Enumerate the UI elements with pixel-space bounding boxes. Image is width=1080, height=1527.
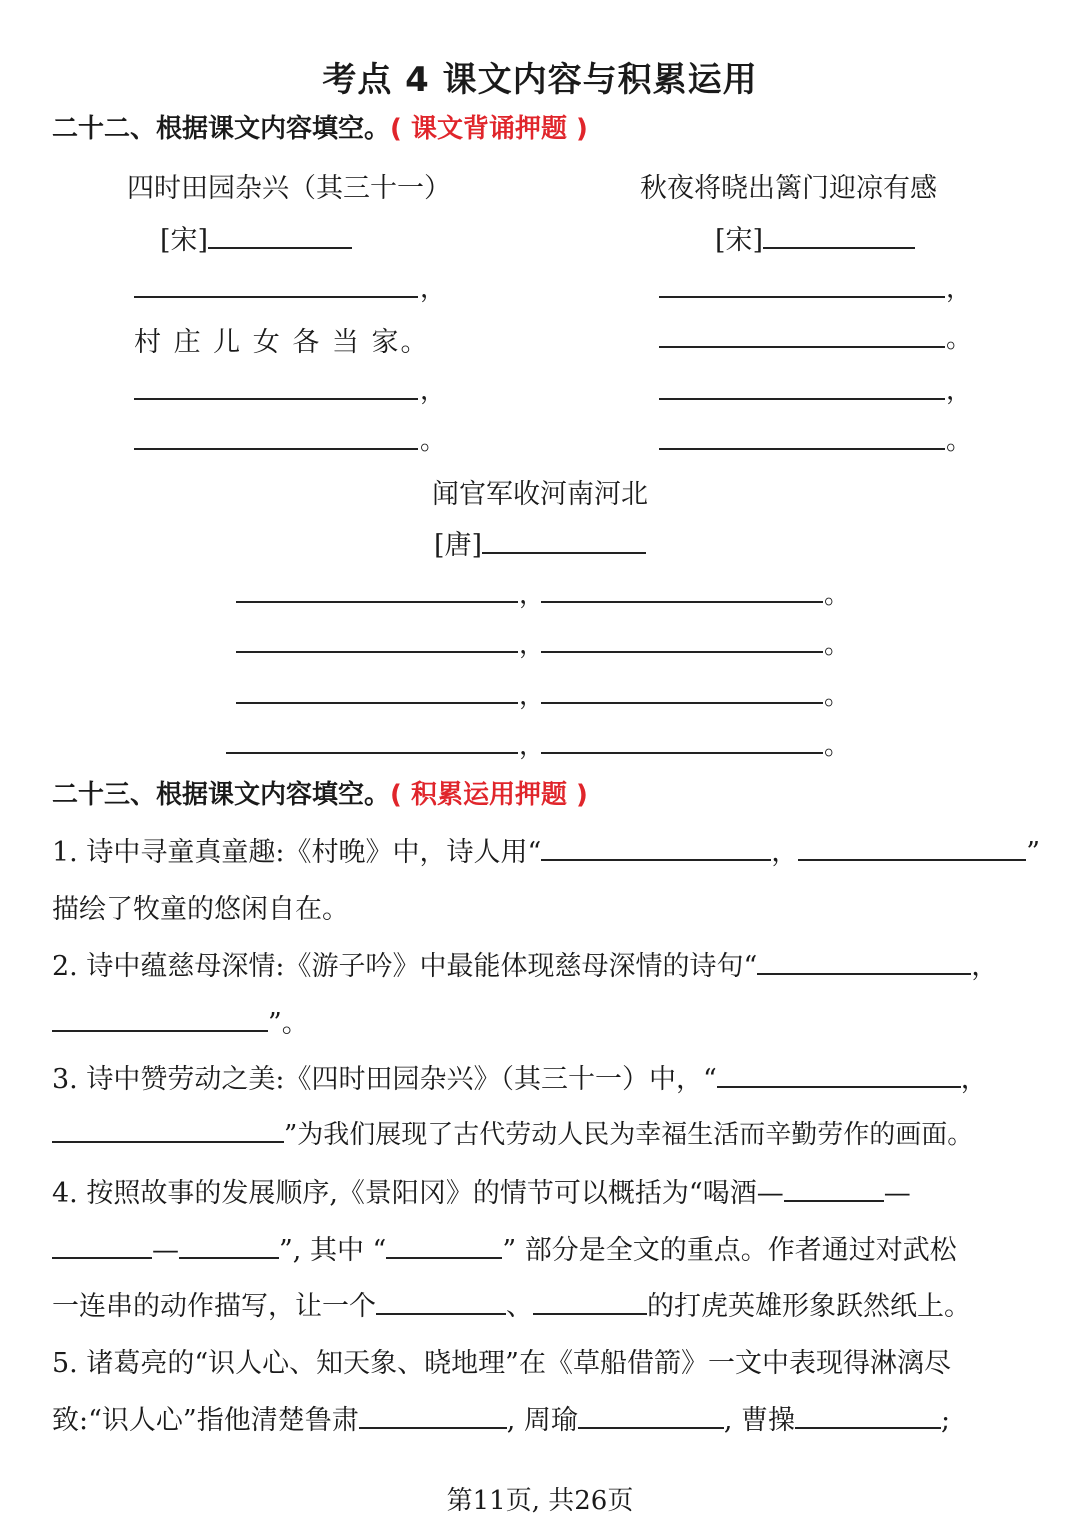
q3-line1 [52,1057,988,1096]
poem1-line3-blank[interactable] [134,398,418,400]
q5-blank-2[interactable] [578,1403,724,1429]
poem2-dynasty-label: [宋] [715,225,764,256]
q3-text-c: ”为我们展现了古代劳动人民为幸福生活而辛勤劳作的画面。 [284,1120,974,1150]
q2-blank-1[interactable] [757,949,971,975]
q5-blank-3[interactable] [795,1403,941,1429]
q5-text-e: ; [941,1405,951,1436]
poem3-row4-comma: ， [519,731,546,761]
q5-text-b: 致:“识人心”指他清楚鲁肃 [52,1405,359,1436]
poem2-line3-blank[interactable] [659,398,945,400]
poem1-dynasty [160,218,352,257]
q2-line1 [52,944,998,983]
poem1-line1-punct: ， [420,274,447,304]
q3-blank-1[interactable] [717,1062,961,1088]
poem2-line4-blank[interactable] [659,448,945,450]
q5-text-d: , 曹操 [723,1405,796,1436]
poem3-title: 闻官军收河南河北 [432,479,648,510]
q5-line2 [52,1398,950,1437]
poem3-row2-left-blank[interactable] [236,651,518,653]
poem3-dynasty-label: [唐] [434,530,483,561]
poem3-row2-comma: ， [519,630,546,660]
q1-line2: 描绘了牧童的悠闲自在。 [52,894,349,925]
poem1-given-line: 村 庄 儿 女 各 当 家。 [134,327,430,358]
q4-text-g: 、 [506,1291,533,1322]
poem2-line2-punct: 。 [946,324,973,354]
q4-blank-2[interactable] [52,1233,152,1259]
poem3-row4-left-blank[interactable] [226,752,518,754]
poem1-line1-blank[interactable] [134,296,418,298]
q2-blank-2[interactable] [52,1006,268,1032]
q4-blank-5[interactable] [376,1289,506,1315]
q4-text-a: 4. 按照故事的发展顺序,《景阳冈》的情节可以概括为“喝酒— [52,1178,784,1209]
poem2-author-blank[interactable] [763,221,915,249]
q4-text-c: — [152,1235,179,1266]
q1-text-a: 1. 诗中寻童真童趣:《村晚》中，诗人用“ [52,837,542,868]
poem2-line2-blank[interactable] [659,346,945,348]
q4-text-f: 一连串的动作描写，让一个 [52,1291,376,1322]
section-23-heading [52,774,588,811]
q1-text-c: ” [1026,837,1041,868]
q3-text-a: 3. 诗中赞劳动之美:《四时田园杂兴》（其三十一）中，“ [52,1064,717,1095]
poem3-row3-left-blank[interactable] [236,702,518,704]
poem3-row1-right-blank[interactable] [541,601,823,603]
poem1-title: 四时田园杂兴（其三十一） [127,173,451,204]
section-22-label: 二十二、根据课文内容填空。 [52,114,391,144]
section-22-heading [52,108,588,145]
poem2-line1-punct: ， [946,274,973,304]
q5-line1: 5. 诸葛亮的“识人心、知天象、晓地理”在《草船借箭》一文中表现得淋漓尽 [52,1348,951,1379]
poem3-row2-period: 。 [824,630,851,660]
q4-line1 [52,1171,911,1210]
poem2-line1-blank[interactable] [659,296,945,298]
poem3-row1-left-blank[interactable] [236,601,518,603]
poem1-line3-punct: ， [420,376,447,406]
poem1-author-blank[interactable] [208,221,352,249]
poem3-row4-right-blank[interactable] [541,752,823,754]
q5-text-c: , 周瑜 [506,1405,578,1436]
section-23-label: 二十三、根据课文内容填空。 [52,780,391,810]
q1-blank-1[interactable] [541,835,771,861]
poem3-row1-period: 。 [824,580,851,610]
q4-blank-6[interactable] [533,1289,647,1315]
poem3-row4-period: 。 [824,731,851,761]
q4-text-b: — [883,1178,911,1209]
section-22-tag: ( 课文背诵押题 ) [390,114,588,144]
section-23-tag: ( 积累运用押题 ) [390,780,588,810]
q1-blank-2[interactable] [798,835,1026,861]
poem3-row2-right-blank[interactable] [541,651,823,653]
q2-text-c: ”。 [268,1008,309,1039]
poem3-author-blank[interactable] [482,526,646,554]
q2-text-b: ， [971,951,999,982]
poem3-row1-comma: ， [519,580,546,610]
poem3-row3-right-blank[interactable] [541,702,823,704]
poem2-dynasty [715,218,915,257]
q1-line1 [52,830,1040,869]
page-title: 考点 4 课文内容与积累运用 [322,60,758,100]
q4-text-e: ” 部分是全文的重点。作者通过对武松 [502,1235,957,1266]
poem3-row3-period: 。 [824,681,851,711]
q2-line2 [52,1001,309,1040]
q4-blank-1[interactable] [784,1176,884,1202]
q4-line3 [52,1284,971,1323]
q4-text-d: ”, 其中 “ [279,1235,387,1266]
poem3-dynasty [434,523,646,562]
q5-blank-1[interactable] [359,1403,507,1429]
poem3-row3-comma: ， [519,681,546,711]
q4-line2 [52,1228,957,1267]
poem1-line4-punct: 。 [420,426,447,456]
page-footer: 第11页, 共26页 [446,1486,634,1516]
q4-blank-4[interactable] [386,1233,502,1259]
poem2-title: 秋夜将晓出篱门迎凉有感 [640,173,937,204]
poem1-line4-blank[interactable] [134,448,418,450]
q2-text-a: 2. 诗中蕴慈母深情:《游子吟》中最能体现慈母深情的诗句“ [52,951,758,982]
q4-text-h: 的打虎英雄形象跃然纸上。 [647,1291,971,1322]
q1-text-b: ， [771,837,799,868]
q3-line2 [52,1114,973,1151]
q3-blank-2[interactable] [52,1117,284,1143]
poem2-line3-punct: ， [946,376,973,406]
poem2-line4-punct: 。 [946,426,973,456]
poem1-dynasty-label: [宋] [160,225,209,256]
q4-blank-3[interactable] [179,1233,279,1259]
q3-text-b: ， [960,1064,988,1095]
